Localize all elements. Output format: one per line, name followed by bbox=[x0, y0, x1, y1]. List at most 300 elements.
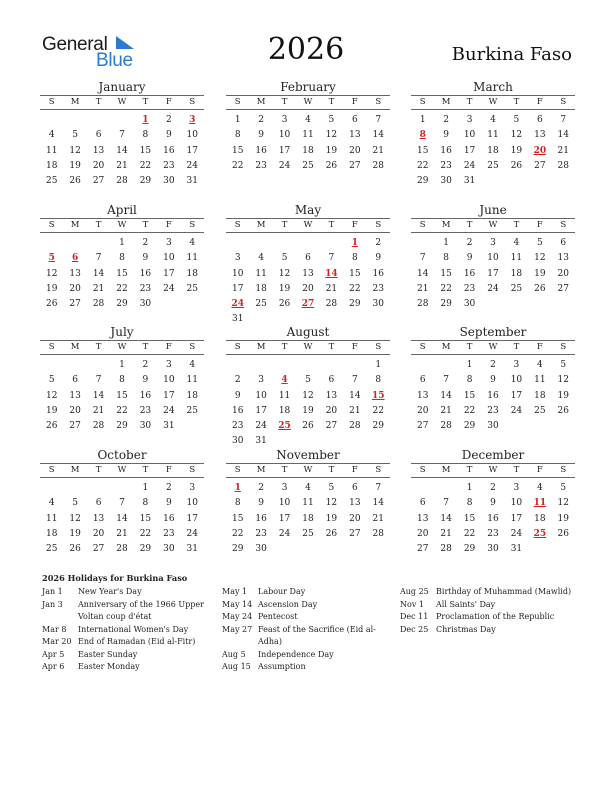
holiday-name: Birthday of Muhammad (Mawlid) bbox=[436, 587, 572, 596]
month-title: September bbox=[411, 325, 575, 341]
day-cell: 12 bbox=[557, 375, 569, 386]
day-cell: 16 bbox=[463, 268, 476, 279]
holiday-date: Mar 20 bbox=[42, 637, 72, 646]
month-title: March bbox=[411, 80, 575, 96]
day-cell: 26 bbox=[45, 299, 58, 310]
day-cell: 30 bbox=[372, 299, 384, 310]
weekday-header: T bbox=[142, 342, 149, 352]
day-cell: 1 bbox=[466, 483, 473, 493]
day-cell: 4 bbox=[490, 115, 496, 125]
day-cell: 18 bbox=[186, 268, 198, 279]
day-cell: 17 bbox=[186, 145, 198, 156]
day-cell: 11 bbox=[534, 375, 546, 386]
day-cell: 21 bbox=[372, 145, 384, 156]
weekday-header: T bbox=[513, 342, 520, 352]
day-cell: 22 bbox=[139, 528, 152, 539]
weekday-header: S bbox=[560, 97, 567, 107]
holiday-item bbox=[222, 661, 392, 674]
day-cell: 1 bbox=[119, 360, 125, 370]
day-cell: 10 bbox=[463, 130, 476, 141]
weekday-header: S bbox=[189, 97, 196, 107]
day-cell: 19 bbox=[278, 283, 291, 294]
day-cell: 6 bbox=[351, 483, 358, 493]
day-cell: 15 bbox=[440, 268, 452, 279]
weekday-header: T bbox=[466, 220, 473, 230]
day-cell: 10 bbox=[231, 268, 244, 279]
month-title: August bbox=[226, 325, 390, 341]
holiday-list-title: 2026 Holidays for Burkina Faso bbox=[42, 573, 188, 583]
day-cell: 13 bbox=[416, 513, 429, 524]
weekday-header: S bbox=[48, 220, 55, 230]
empty-day-cell bbox=[411, 236, 434, 251]
day-cell: 28 bbox=[372, 160, 384, 171]
day-cell: 5 bbox=[72, 498, 78, 509]
day-cell: 25 bbox=[45, 544, 58, 555]
day-cell: 2 bbox=[258, 115, 264, 125]
day-grid bbox=[411, 236, 575, 312]
day-cell: 12 bbox=[45, 390, 58, 401]
day-cell: 16 bbox=[139, 268, 152, 279]
day-cell: 7 bbox=[95, 375, 102, 386]
day-cell: 12 bbox=[325, 498, 338, 509]
day-cell: 1 bbox=[234, 115, 241, 125]
day-cell: 18 bbox=[302, 145, 314, 156]
day-cell: 6 bbox=[419, 375, 426, 386]
weekday-header-row bbox=[226, 341, 390, 355]
holiday-date: May 24 bbox=[222, 612, 253, 621]
day-cell: 7 bbox=[375, 483, 382, 493]
day-cell: 14 bbox=[440, 513, 452, 524]
country-name: Burkina Faso bbox=[451, 44, 572, 65]
day-cell: 8 bbox=[234, 130, 241, 141]
day-cell: 14 bbox=[116, 145, 128, 156]
day-cell: 29 bbox=[139, 544, 152, 555]
day-cell: 23 bbox=[231, 421, 244, 432]
weekday-header: T bbox=[281, 97, 288, 107]
day-cell: 19 bbox=[69, 528, 81, 539]
day-cell: 21 bbox=[92, 283, 105, 294]
day-cell: 24 bbox=[510, 528, 523, 539]
day-cell: 23 bbox=[487, 528, 499, 539]
day-cell: 9 bbox=[142, 375, 149, 386]
day-cell: 3 bbox=[490, 238, 496, 248]
day-cell: 20 bbox=[92, 160, 105, 171]
weekday-header: W bbox=[488, 465, 498, 475]
holiday-day-cell: 27 bbox=[301, 299, 315, 310]
holiday-item bbox=[222, 586, 392, 599]
day-cell: 3 bbox=[513, 360, 520, 370]
day-cell: 12 bbox=[45, 268, 58, 279]
weekday-header: W bbox=[117, 342, 127, 352]
day-cell: 30 bbox=[139, 299, 152, 310]
day-cell: 23 bbox=[487, 405, 499, 416]
day-cell: 29 bbox=[116, 299, 128, 310]
holiday-item bbox=[400, 611, 582, 624]
day-cell: 7 bbox=[119, 130, 125, 141]
day-cell: 11 bbox=[487, 130, 499, 141]
day-cell: 13 bbox=[302, 268, 314, 279]
day-cell: 21 bbox=[557, 145, 569, 156]
day-cell: 5 bbox=[72, 130, 78, 141]
day-cell: 19 bbox=[534, 268, 546, 279]
day-cell: 26 bbox=[278, 299, 291, 310]
day-cell: 4 bbox=[536, 483, 543, 493]
day-cell: 19 bbox=[69, 160, 81, 171]
day-cell: 12 bbox=[302, 390, 314, 401]
day-cell: 15 bbox=[231, 513, 244, 524]
day-cell: 27 bbox=[349, 528, 361, 539]
month-title: November bbox=[226, 448, 390, 464]
day-cell: 4 bbox=[258, 253, 264, 264]
day-cell: 31 bbox=[231, 314, 244, 325]
empty-day-cell bbox=[63, 236, 86, 251]
day-cell: 5 bbox=[560, 360, 567, 370]
day-cell: 23 bbox=[255, 160, 267, 171]
day-cell: 15 bbox=[139, 513, 152, 524]
day-cell: 8 bbox=[119, 253, 125, 264]
day-cell: 26 bbox=[45, 421, 58, 432]
day-cell: 16 bbox=[139, 390, 152, 401]
weekday-header: M bbox=[70, 465, 80, 475]
weekday-header: W bbox=[303, 465, 313, 475]
month-september bbox=[411, 325, 575, 434]
day-cell: 17 bbox=[186, 513, 198, 524]
holiday-date: Apr 6 bbox=[42, 662, 65, 671]
day-cell: 30 bbox=[487, 421, 499, 432]
weekday-header: S bbox=[48, 342, 55, 352]
holiday-name: All Saints' Day bbox=[436, 599, 496, 609]
weekday-header: M bbox=[70, 97, 80, 107]
day-cell: 7 bbox=[351, 375, 358, 386]
day-cell: 3 bbox=[513, 483, 520, 493]
day-cell: 7 bbox=[560, 115, 567, 125]
holiday-item bbox=[400, 624, 582, 637]
empty-day-cell bbox=[63, 113, 86, 128]
weekday-header: M bbox=[256, 220, 266, 230]
day-cell: 13 bbox=[534, 130, 546, 141]
day-cell: 22 bbox=[349, 283, 361, 294]
day-cell: 25 bbox=[510, 283, 523, 294]
day-cell: 17 bbox=[231, 283, 244, 294]
day-grid bbox=[411, 358, 575, 434]
weekday-header: M bbox=[441, 220, 451, 230]
empty-day-cell bbox=[249, 236, 272, 251]
month-may bbox=[226, 203, 390, 328]
day-cell: 18 bbox=[45, 160, 58, 171]
holiday-day-cell: 4 bbox=[281, 375, 288, 386]
day-cell: 9 bbox=[258, 130, 264, 141]
day-cell: 28 bbox=[325, 299, 338, 310]
day-cell: 16 bbox=[487, 390, 499, 401]
day-cell: 15 bbox=[231, 145, 244, 156]
weekday-header: T bbox=[142, 465, 149, 475]
empty-day-cell bbox=[87, 481, 110, 496]
holiday-item bbox=[42, 636, 214, 649]
day-cell: 24 bbox=[278, 528, 291, 539]
day-cell: 12 bbox=[534, 253, 546, 264]
day-cell: 11 bbox=[302, 498, 314, 509]
day-cell: 19 bbox=[325, 145, 338, 156]
day-cell: 5 bbox=[281, 253, 288, 264]
weekday-header: W bbox=[488, 97, 498, 107]
weekday-header: S bbox=[375, 465, 382, 475]
day-cell: 7 bbox=[119, 498, 125, 509]
holiday-date: May 1 bbox=[222, 587, 248, 596]
day-grid bbox=[226, 358, 390, 450]
day-cell: 1 bbox=[375, 360, 382, 370]
day-cell: 22 bbox=[463, 528, 476, 539]
weekday-header: T bbox=[142, 97, 149, 107]
day-cell: 8 bbox=[119, 375, 125, 386]
day-grid bbox=[411, 113, 575, 189]
day-cell: 21 bbox=[92, 405, 105, 416]
day-cell: 20 bbox=[302, 283, 314, 294]
day-cell: 3 bbox=[165, 360, 172, 370]
day-cell: 20 bbox=[325, 405, 338, 416]
day-cell: 24 bbox=[163, 283, 175, 294]
empty-day-cell bbox=[226, 358, 249, 373]
day-cell: 7 bbox=[419, 253, 426, 264]
day-cell: 4 bbox=[536, 360, 543, 370]
weekday-header: F bbox=[351, 97, 358, 107]
day-cell: 28 bbox=[440, 421, 452, 432]
day-cell: 2 bbox=[234, 375, 241, 386]
weekday-header-row bbox=[226, 219, 390, 233]
day-cell: 6 bbox=[351, 115, 358, 125]
day-cell: 14 bbox=[440, 390, 452, 401]
weekday-header: W bbox=[303, 342, 313, 352]
empty-day-cell bbox=[296, 358, 319, 373]
day-cell: 28 bbox=[372, 528, 384, 539]
weekday-header-row bbox=[40, 219, 204, 233]
day-cell: 25 bbox=[186, 283, 198, 294]
day-cell: 2 bbox=[490, 360, 496, 370]
day-cell: 28 bbox=[116, 544, 128, 555]
day-cell: 2 bbox=[142, 360, 149, 370]
day-cell: 3 bbox=[466, 115, 473, 125]
day-cell: 26 bbox=[325, 528, 338, 539]
day-cell: 16 bbox=[231, 405, 244, 416]
holiday-day-cell: 25 bbox=[533, 528, 547, 539]
day-cell: 6 bbox=[419, 498, 426, 509]
day-cell: 1 bbox=[443, 238, 449, 248]
weekday-header: W bbox=[488, 220, 498, 230]
weekday-header: T bbox=[95, 465, 102, 475]
weekday-header: S bbox=[419, 465, 426, 475]
weekday-header: F bbox=[165, 342, 172, 352]
weekday-header: S bbox=[48, 97, 55, 107]
day-cell: 9 bbox=[165, 130, 172, 141]
day-cell: 5 bbox=[305, 375, 311, 386]
day-cell: 27 bbox=[92, 544, 105, 555]
empty-day-cell bbox=[63, 481, 86, 496]
day-cell: 21 bbox=[416, 283, 429, 294]
month-august bbox=[226, 325, 390, 450]
day-cell: 10 bbox=[278, 130, 291, 141]
day-cell: 1 bbox=[419, 115, 426, 125]
brand-logo-text-general: General bbox=[42, 34, 108, 55]
day-cell: 13 bbox=[349, 498, 361, 509]
day-cell: 25 bbox=[255, 299, 267, 310]
day-cell: 6 bbox=[95, 498, 102, 509]
weekday-header: T bbox=[466, 465, 473, 475]
day-cell: 3 bbox=[234, 253, 241, 264]
day-cell: 23 bbox=[440, 160, 452, 171]
weekday-header-row bbox=[226, 464, 390, 478]
holiday-date: Jan 3 bbox=[42, 599, 63, 609]
day-cell: 13 bbox=[349, 130, 361, 141]
day-cell: 8 bbox=[466, 498, 473, 509]
day-cell: 21 bbox=[440, 528, 452, 539]
day-cell: 4 bbox=[189, 238, 196, 248]
weekday-header: M bbox=[70, 220, 80, 230]
day-cell: 25 bbox=[302, 160, 314, 171]
day-cell: 15 bbox=[116, 268, 128, 279]
holiday-list bbox=[42, 573, 582, 671]
day-cell: 31 bbox=[510, 544, 523, 555]
holiday-name: Independence Day bbox=[258, 649, 334, 659]
empty-day-cell bbox=[87, 236, 110, 251]
day-cell: 8 bbox=[375, 375, 382, 386]
day-cell: 22 bbox=[372, 405, 384, 416]
day-cell: 27 bbox=[69, 299, 81, 310]
day-cell: 5 bbox=[48, 375, 55, 386]
day-cell: 19 bbox=[45, 405, 58, 416]
holiday-day-cell: 6 bbox=[72, 253, 79, 264]
day-cell: 13 bbox=[325, 390, 338, 401]
weekday-header: W bbox=[303, 220, 313, 230]
holiday-name: Feast of the Sacrifice (Eid al-Adha) bbox=[258, 624, 376, 646]
holiday-day-cell: 8 bbox=[419, 130, 426, 141]
day-cell: 11 bbox=[255, 268, 267, 279]
holiday-item bbox=[42, 599, 214, 624]
day-cell: 17 bbox=[278, 145, 291, 156]
day-cell: 15 bbox=[116, 390, 128, 401]
day-cell: 11 bbox=[510, 253, 523, 264]
weekday-header: S bbox=[234, 465, 241, 475]
day-cell: 27 bbox=[69, 421, 81, 432]
day-cell: 9 bbox=[375, 253, 382, 264]
day-cell: 30 bbox=[440, 176, 452, 187]
weekday-header: T bbox=[281, 220, 288, 230]
weekday-header: F bbox=[165, 97, 172, 107]
holiday-day-cell: 20 bbox=[533, 145, 547, 156]
day-cell: 11 bbox=[302, 130, 314, 141]
holiday-date: Apr 5 bbox=[42, 649, 65, 659]
day-cell: 20 bbox=[416, 528, 429, 539]
day-cell: 8 bbox=[351, 253, 358, 264]
day-cell: 20 bbox=[349, 513, 361, 524]
day-cell: 4 bbox=[305, 115, 311, 125]
day-cell: 9 bbox=[490, 375, 496, 386]
day-cell: 9 bbox=[234, 390, 241, 401]
holiday-item bbox=[42, 661, 214, 674]
weekday-header-row bbox=[411, 96, 575, 110]
month-title: June bbox=[411, 203, 575, 219]
day-cell: 18 bbox=[510, 268, 523, 279]
day-cell: 30 bbox=[231, 436, 244, 447]
weekday-header: F bbox=[536, 465, 543, 475]
day-cell: 5 bbox=[536, 238, 543, 248]
holiday-date: Aug 25 bbox=[400, 587, 429, 596]
empty-day-cell bbox=[434, 481, 457, 496]
day-cell: 21 bbox=[440, 405, 452, 416]
weekday-header: S bbox=[560, 342, 567, 352]
day-cell: 30 bbox=[487, 544, 499, 555]
holiday-date: Jan 1 bbox=[42, 587, 63, 596]
weekday-header-row bbox=[40, 96, 204, 110]
holiday-name: Pentecost bbox=[258, 612, 298, 621]
weekday-header: T bbox=[281, 342, 288, 352]
holiday-day-cell: 1 bbox=[234, 483, 241, 493]
empty-day-cell bbox=[273, 358, 296, 373]
holiday-item bbox=[42, 624, 214, 637]
month-march bbox=[411, 80, 575, 189]
day-cell: 17 bbox=[487, 268, 499, 279]
weekday-header: T bbox=[95, 220, 102, 230]
day-cell: 12 bbox=[557, 498, 569, 509]
day-cell: 22 bbox=[116, 405, 128, 416]
day-cell: 23 bbox=[139, 283, 152, 294]
day-cell: 20 bbox=[557, 268, 569, 279]
weekday-header: F bbox=[165, 220, 172, 230]
holiday-date: May 14 bbox=[222, 599, 253, 609]
day-cell: 21 bbox=[349, 405, 361, 416]
day-cell: 4 bbox=[189, 360, 196, 370]
holiday-date: Aug 15 bbox=[222, 662, 251, 671]
holiday-name: Proclamation of the Republic bbox=[436, 612, 555, 621]
weekday-header: M bbox=[441, 97, 451, 107]
day-cell: 27 bbox=[416, 544, 429, 555]
day-cell: 22 bbox=[139, 160, 152, 171]
day-cell: 4 bbox=[48, 498, 55, 509]
day-cell: 2 bbox=[466, 238, 473, 248]
day-cell: 17 bbox=[463, 145, 476, 156]
holiday-name: Easter Monday bbox=[78, 662, 140, 671]
weekday-header: T bbox=[466, 342, 473, 352]
holiday-column bbox=[222, 586, 392, 674]
empty-day-cell bbox=[87, 358, 110, 373]
weekday-header: T bbox=[142, 220, 149, 230]
day-cell: 24 bbox=[163, 405, 175, 416]
day-cell: 6 bbox=[536, 115, 543, 125]
day-cell: 13 bbox=[92, 145, 105, 156]
day-cell: 23 bbox=[372, 283, 384, 294]
day-cell: 4 bbox=[513, 238, 520, 248]
weekday-header: T bbox=[95, 342, 102, 352]
day-cell: 28 bbox=[416, 299, 429, 310]
day-cell: 27 bbox=[557, 283, 569, 294]
day-cell: 2 bbox=[142, 238, 149, 248]
weekday-header: T bbox=[328, 220, 335, 230]
day-cell: 31 bbox=[186, 176, 198, 187]
day-cell: 10 bbox=[510, 498, 523, 509]
holiday-name: New Year's Day bbox=[78, 587, 142, 596]
day-cell: 13 bbox=[92, 513, 105, 524]
day-cell: 5 bbox=[560, 483, 567, 493]
day-cell: 29 bbox=[231, 544, 244, 555]
day-cell: 18 bbox=[534, 390, 546, 401]
weekday-header: S bbox=[419, 220, 426, 230]
holiday-name: Assumption bbox=[258, 662, 306, 671]
holiday-name: Anniversary of the 1966 Upper Voltan coup d'état bbox=[78, 599, 204, 621]
weekday-header: F bbox=[165, 465, 172, 475]
weekday-header: S bbox=[234, 342, 241, 352]
day-cell: 29 bbox=[372, 421, 384, 432]
weekday-header: M bbox=[256, 465, 266, 475]
day-cell: 3 bbox=[281, 483, 288, 493]
day-cell: 26 bbox=[325, 160, 338, 171]
